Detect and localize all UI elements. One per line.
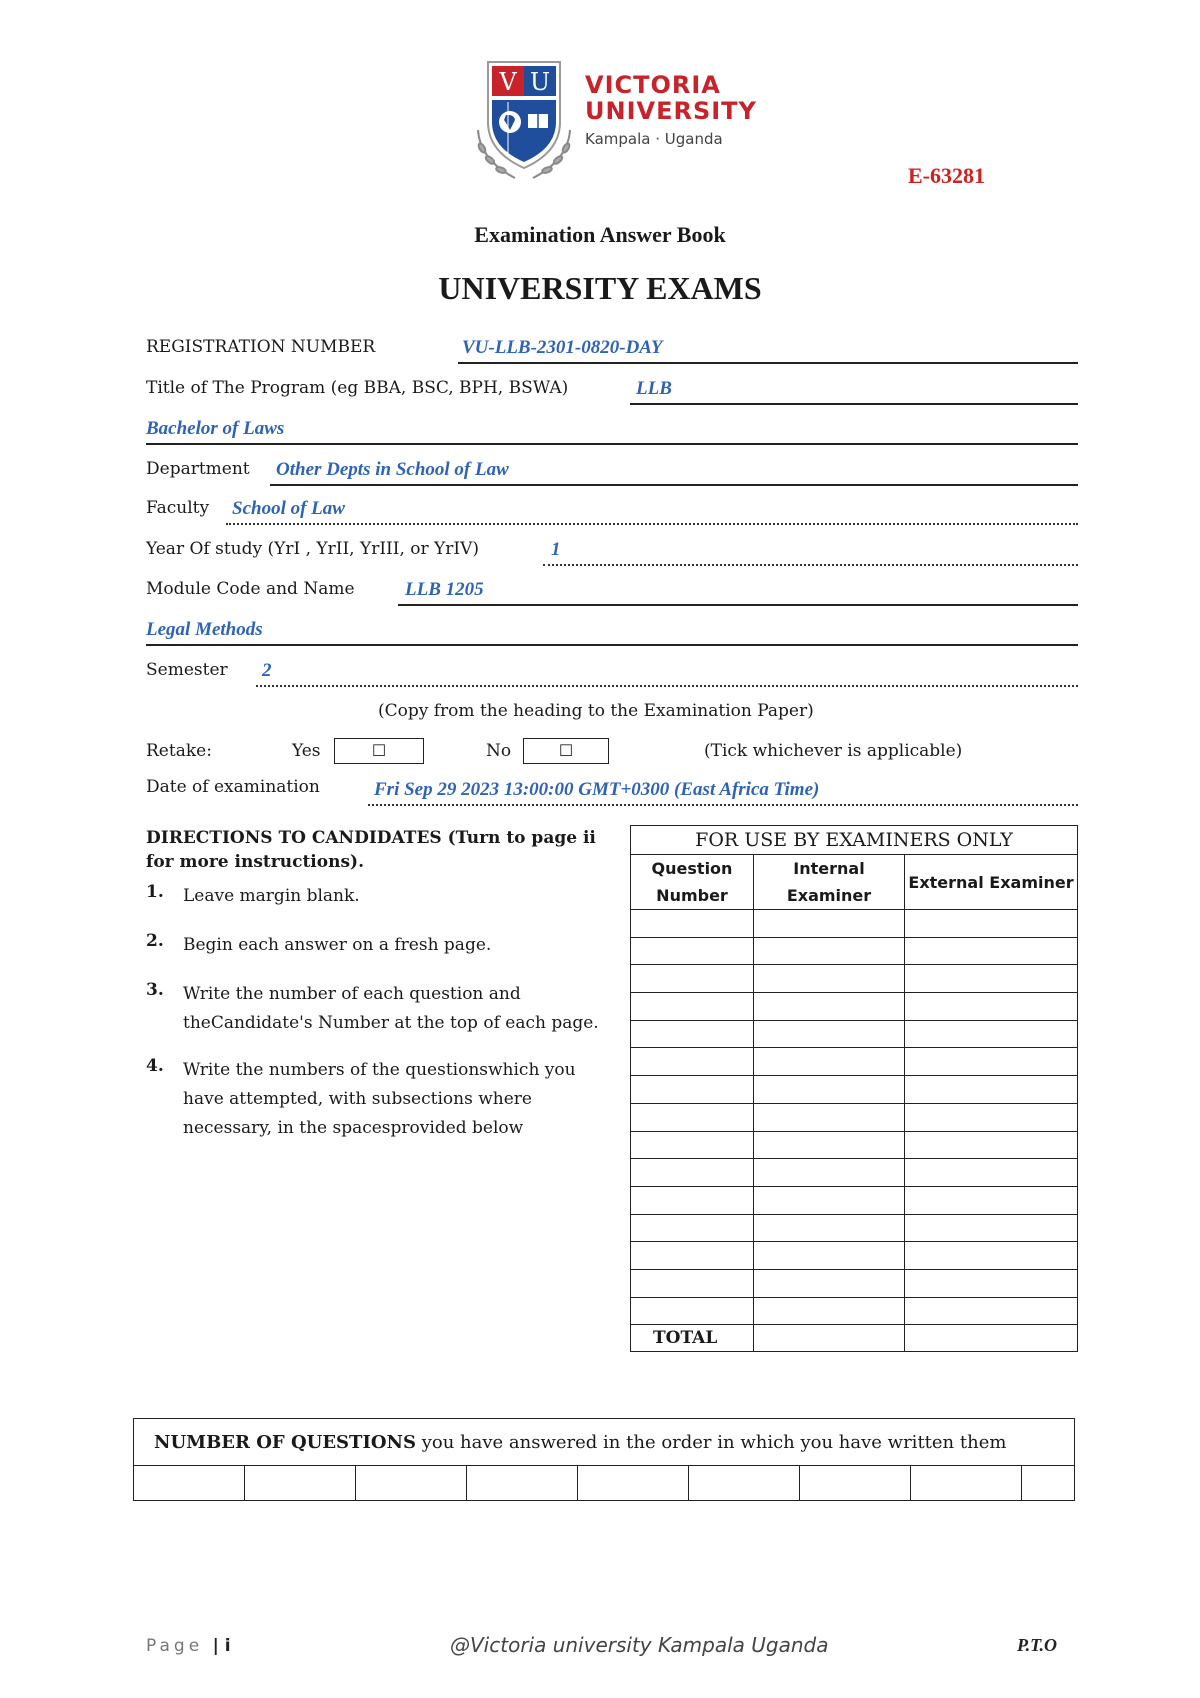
external-cell[interactable] — [905, 1269, 1078, 1297]
question-cell[interactable] — [631, 1297, 754, 1325]
module-label: Module Code and Name — [146, 579, 355, 599]
question-order-cell[interactable] — [689, 1466, 800, 1501]
examiner-table-title: FOR USE BY EXAMINERS ONLY — [631, 826, 1078, 855]
page-number: Page | i — [146, 1636, 231, 1656]
svg-text:V: V — [499, 68, 517, 96]
external-cell[interactable] — [905, 1131, 1078, 1159]
program-value[interactable]: LLB — [636, 378, 672, 399]
internal-cell[interactable] — [754, 1242, 905, 1270]
question-order-cell[interactable] — [134, 1466, 245, 1501]
external-cell[interactable] — [905, 1103, 1078, 1131]
logo-wordmark — [585, 72, 757, 148]
table-row — [631, 1131, 1078, 1159]
direction-text: Write the number of each question and theCandidate's Number at the top of each page. — [183, 984, 599, 1033]
direction-number: 2. — [146, 931, 164, 951]
date-line — [368, 804, 1078, 806]
external-cell[interactable] — [905, 1020, 1078, 1048]
table-row — [631, 1297, 1078, 1325]
table-row — [631, 937, 1078, 965]
exam-code: E-63281 — [908, 163, 985, 188]
internal-cell[interactable] — [754, 965, 905, 993]
table-row — [631, 1020, 1078, 1048]
program-label: Title of The Program (eg BBA, BSC, BPH, BSWA) — [146, 378, 569, 398]
date-value[interactable]: Fri Sep 29 2023 13:00:00 GMT+0300 (East Africa Time) — [374, 779, 820, 800]
question-cell[interactable] — [631, 1103, 754, 1131]
retake-note: (Tick whichever is applicable) — [704, 741, 963, 761]
registration-line — [458, 362, 1078, 364]
program-fullname-line — [146, 443, 1078, 445]
program-line — [630, 403, 1078, 405]
question-order-cell[interactable] — [467, 1466, 578, 1501]
year-line — [543, 564, 1078, 566]
external-cell[interactable] — [905, 1214, 1078, 1242]
internal-cell[interactable] — [754, 1103, 905, 1131]
year-value[interactable]: 1 — [551, 539, 561, 560]
logo-location: Kampala · Uganda — [585, 130, 723, 148]
directions-list — [0, 882, 630, 1182]
external-cell[interactable] — [905, 1159, 1078, 1187]
internal-cell[interactable] — [754, 1076, 905, 1104]
total-label: TOTAL — [631, 1325, 754, 1352]
external-cell[interactable] — [905, 993, 1078, 1021]
question-order-cell[interactable] — [911, 1466, 1022, 1501]
footer-copyright: @Victoria university Kampala Uganda — [450, 1633, 829, 1657]
table-row — [631, 1242, 1078, 1270]
department-line — [270, 484, 1078, 486]
internal-cell[interactable] — [754, 1020, 905, 1048]
faculty-label: Faculty — [146, 498, 210, 518]
registration-label: REGISTRATION NUMBER — [146, 337, 376, 357]
external-cell[interactable] — [905, 937, 1078, 965]
retake-no-checkbox[interactable] — [523, 738, 609, 764]
semester-line — [256, 685, 1078, 687]
examiner-table — [630, 825, 1078, 1352]
retake-no-label: No — [486, 741, 512, 761]
external-total-cell[interactable] — [905, 1325, 1078, 1352]
question-cell[interactable] — [631, 937, 754, 965]
direction-number: 4. — [146, 1056, 164, 1076]
direction-text: Write the numbers of the questionswhich you have attempted, with subsections where necessary, in the spacesprovided below — [183, 1060, 576, 1138]
question-order-cell[interactable] — [245, 1466, 356, 1501]
table-row — [631, 910, 1078, 938]
copy-note: (Copy from the heading to the Examination Paper) — [378, 701, 814, 721]
question-cell[interactable] — [631, 1020, 754, 1048]
question-cell[interactable] — [631, 965, 754, 993]
question-cell[interactable] — [631, 1076, 754, 1104]
direction-text: Leave margin blank. — [183, 886, 360, 906]
external-cell[interactable] — [905, 1186, 1078, 1214]
page-title: UNIVERSITY EXAMS — [438, 270, 762, 306]
internal-cell[interactable] — [754, 1297, 905, 1325]
internal-cell[interactable] — [754, 1159, 905, 1187]
book-subtitle: Examination Answer Book — [474, 222, 726, 247]
internal-cell[interactable] — [754, 1048, 905, 1076]
internal-cell[interactable] — [754, 1269, 905, 1297]
table-row — [631, 1159, 1078, 1187]
faculty-line — [226, 523, 1078, 525]
table-row — [631, 993, 1078, 1021]
question-order-cell[interactable] — [1022, 1466, 1075, 1501]
question-order-cell[interactable] — [356, 1466, 467, 1501]
svg-text:U: U — [529, 68, 551, 96]
direction-number: 1. — [146, 882, 164, 902]
internal-cell[interactable] — [754, 1131, 905, 1159]
questions-order-table — [133, 1418, 1075, 1501]
external-cell[interactable] — [905, 1242, 1078, 1270]
question-cell[interactable] — [631, 993, 754, 1021]
questions-order-rest: you have answered in the order in which you have written them — [416, 1431, 1007, 1453]
questions-order-bold: NUMBER OF QUESTIONS — [154, 1431, 417, 1453]
questions-order-caption — [134, 1419, 1075, 1466]
module-code-value[interactable]: LLB 1205 — [405, 579, 484, 600]
internal-cell[interactable] — [754, 993, 905, 1021]
question-cell[interactable] — [631, 1242, 754, 1270]
module-line — [398, 604, 1078, 606]
semester-value[interactable]: 2 — [262, 660, 272, 681]
page-word: Page — [146, 1636, 204, 1656]
question-cell[interactable] — [631, 910, 754, 938]
table-row — [631, 1214, 1078, 1242]
external-cell[interactable] — [905, 1297, 1078, 1325]
directions-title: DIRECTIONS TO CANDIDATES (Turn to page ii for more instructions). — [146, 828, 596, 872]
external-cell[interactable] — [905, 965, 1078, 993]
internal-cell[interactable] — [754, 937, 905, 965]
direction-text: Begin each answer on a fresh page. — [183, 935, 492, 955]
external-cell[interactable] — [905, 910, 1078, 938]
date-label: Date of examination — [146, 777, 320, 797]
question-cell[interactable] — [631, 1048, 754, 1076]
header-question-number: Question Number — [631, 855, 754, 910]
footer-pto: P.T.O — [1017, 1635, 1058, 1655]
retake-yes-checkbox[interactable] — [334, 738, 424, 764]
checkbox-icon: ☐ — [371, 741, 387, 760]
question-cell[interactable] — [631, 1214, 754, 1242]
question-cell[interactable] — [631, 1269, 754, 1297]
page-num: i — [224, 1636, 231, 1656]
year-label: Year Of study (YrI , YrII, YrIII, or YrIV) — [146, 539, 480, 559]
table-row — [631, 1048, 1078, 1076]
header-internal-examiner: Internal Examiner — [754, 855, 905, 910]
table-row — [631, 1076, 1078, 1104]
retake-yes-label: Yes — [292, 741, 321, 761]
internal-cell[interactable] — [754, 910, 905, 938]
semester-label: Semester — [146, 660, 228, 680]
program-fullname-value[interactable]: Bachelor of Laws — [146, 418, 285, 439]
internal-total-cell[interactable] — [754, 1325, 905, 1352]
external-cell[interactable] — [905, 1048, 1078, 1076]
direction-number: 3. — [146, 980, 164, 1000]
question-cell[interactable] — [631, 1159, 754, 1187]
department-label: Department — [146, 459, 250, 479]
module-name-value[interactable]: Legal Methods — [146, 619, 263, 640]
table-row — [631, 1186, 1078, 1214]
question-order-cell[interactable] — [800, 1466, 911, 1501]
external-cell[interactable] — [905, 1076, 1078, 1104]
question-order-cell[interactable] — [578, 1466, 689, 1501]
module-name-line — [146, 644, 1078, 646]
logo-name-line2: UNIVERSITY — [585, 97, 757, 125]
internal-cell[interactable] — [754, 1214, 905, 1242]
internal-cell[interactable] — [754, 1186, 905, 1214]
header-external-examiner: External Examiner — [905, 855, 1078, 910]
checkbox-icon: ☐ — [558, 741, 574, 760]
logo-name-line1: VICTORIA — [585, 71, 721, 99]
question-cell[interactable] — [631, 1186, 754, 1214]
faculty-value[interactable]: School of Law — [232, 498, 345, 519]
question-cell[interactable] — [631, 1131, 754, 1159]
table-row — [631, 965, 1078, 993]
department-value[interactable]: Other Depts in School of Law — [276, 459, 509, 480]
retake-label: Retake: — [146, 741, 212, 761]
table-row — [631, 1269, 1078, 1297]
table-row — [631, 1103, 1078, 1131]
registration-value[interactable]: VU-LLB-2301-0820-DAY — [462, 337, 663, 358]
